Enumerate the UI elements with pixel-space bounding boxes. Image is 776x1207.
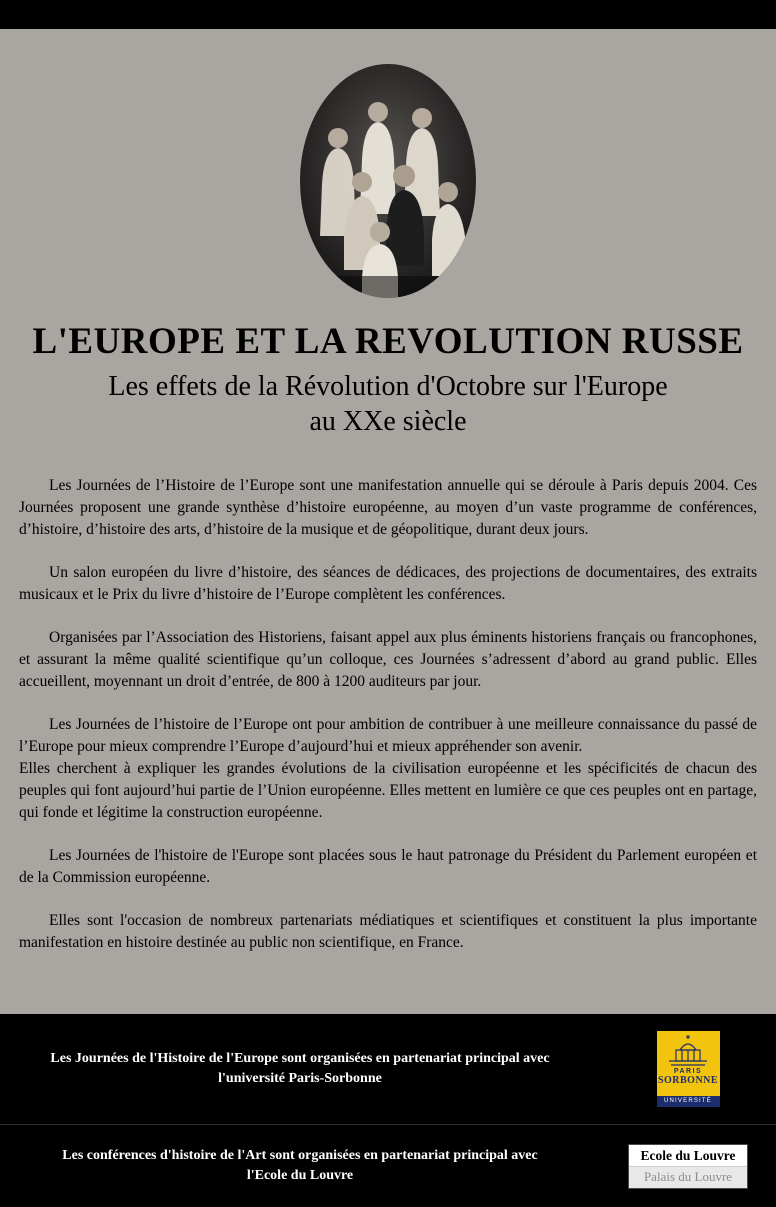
paragraph-3: Organisées par l’Association des Historiens, faisant appel aux plus éminents historiens français ou francophones, et assurant la même qualité scientifique qu’un colloque, ces Journées s’adressent d’abord au grand public. Elles accueillent, moyennant un droit d’entrée, de 800 à 1200 auditeurs par jour. (19, 628, 757, 690)
partner-louvre-line-1: Les conférences d'histoire de l'Art sont organisées en partenariat principal avec (62, 1148, 538, 1164)
partner-louvre-line-2: l'Ecole du Louvre (246, 1168, 354, 1183)
footer (0, 1014, 776, 1207)
sorbonne-logo-universite-band: UNIVERSITÉ (657, 1096, 720, 1107)
romanov-photo-illustration (300, 64, 476, 298)
page-subtitle (0, 369, 776, 439)
page-title: L'EUROPE ET LA REVOLUTION RUSSE (32, 321, 744, 362)
partner-sorbonne-line-2: l'université Paris-Sorbonne (218, 1071, 382, 1086)
paragraph-7: Elles sont l'occasion de nombreux partenariats médiatiques et scientifiques et constituent la plus importante manifestation en histoire destinée au public non scientifique, en France. (19, 911, 757, 951)
louvre-logo-ecole: Ecole du Louvre (629, 1145, 747, 1166)
ecole-du-louvre-logo (629, 1145, 747, 1188)
paragraph-2: Un salon européen du livre d’histoire, des séances de dédicaces, des projections de documentaires, des extraits musicaux et le Prix du livre d’histoire de l’Europe complètent les conférences. (19, 563, 757, 603)
paragraph-5: Elles cherchent à expliquer les grandes évolutions de la civilisation européenne et les spécificités de chacun des peuples qui font aujourd’hui partie de l’Union européenne. Elles mettent en lumière ce que ces peuples ont en partage, qui fonde et légitime la construction européenne. (19, 759, 757, 821)
paragraph-1: Les Journées de l’Histoire de l’Europe sont une manifestation annuelle qui se déroule à Paris depuis 2004. Ces Journées proposent une grande synthèse d’histoire européenne, au moyen d’un vaste programme de conférences, d’histoire, d’histoire des arts, d’histoire de la musique et de géopolitique, durant deux jours. (19, 476, 757, 538)
louvre-logo-area (600, 1145, 776, 1188)
sorbonne-logo-sorbonne: SORBONNE (657, 1075, 719, 1086)
paragraph-6: Les Journées de l'histoire de l'Europe sont placées sous le haut patronage du Président du Parlement européen et de la Commission européenne. (19, 846, 757, 886)
top-black-bar (0, 0, 776, 29)
sorbonne-chapel-icon (666, 1034, 710, 1068)
sorbonne-logo-paris: PARIS (673, 1068, 703, 1075)
body-text (19, 475, 757, 954)
partner-text-sorbonne (0, 1049, 600, 1088)
louvre-logo-palais: Palais du Louvre (629, 1166, 747, 1188)
romanov-family-photo (300, 64, 476, 298)
sorbonne-logo-area (600, 1031, 776, 1107)
paragraph-4: Les Journées de l’histoire de l’Europe ont pour ambition de contribuer à une meilleure connaissance du passé de l’Europe pour mieux comprendre l’Europe d’aujourd’hui et mieux appréhender son avenir. (19, 715, 757, 755)
subtitle-line-1: Les effets de la Révolution d'Octobre sur l'Europe (108, 370, 668, 402)
partner-sorbonne-line-1: Les Journées de l'Histoire de l'Europe sont organisées en partenariat principal avec (50, 1051, 550, 1067)
partner-text-louvre (0, 1146, 600, 1185)
sorbonne-logo (657, 1031, 720, 1107)
partner-row-sorbonne (0, 1014, 776, 1124)
subtitle-line-2: au XXe siècle (309, 405, 467, 437)
partner-row-louvre (0, 1124, 776, 1207)
